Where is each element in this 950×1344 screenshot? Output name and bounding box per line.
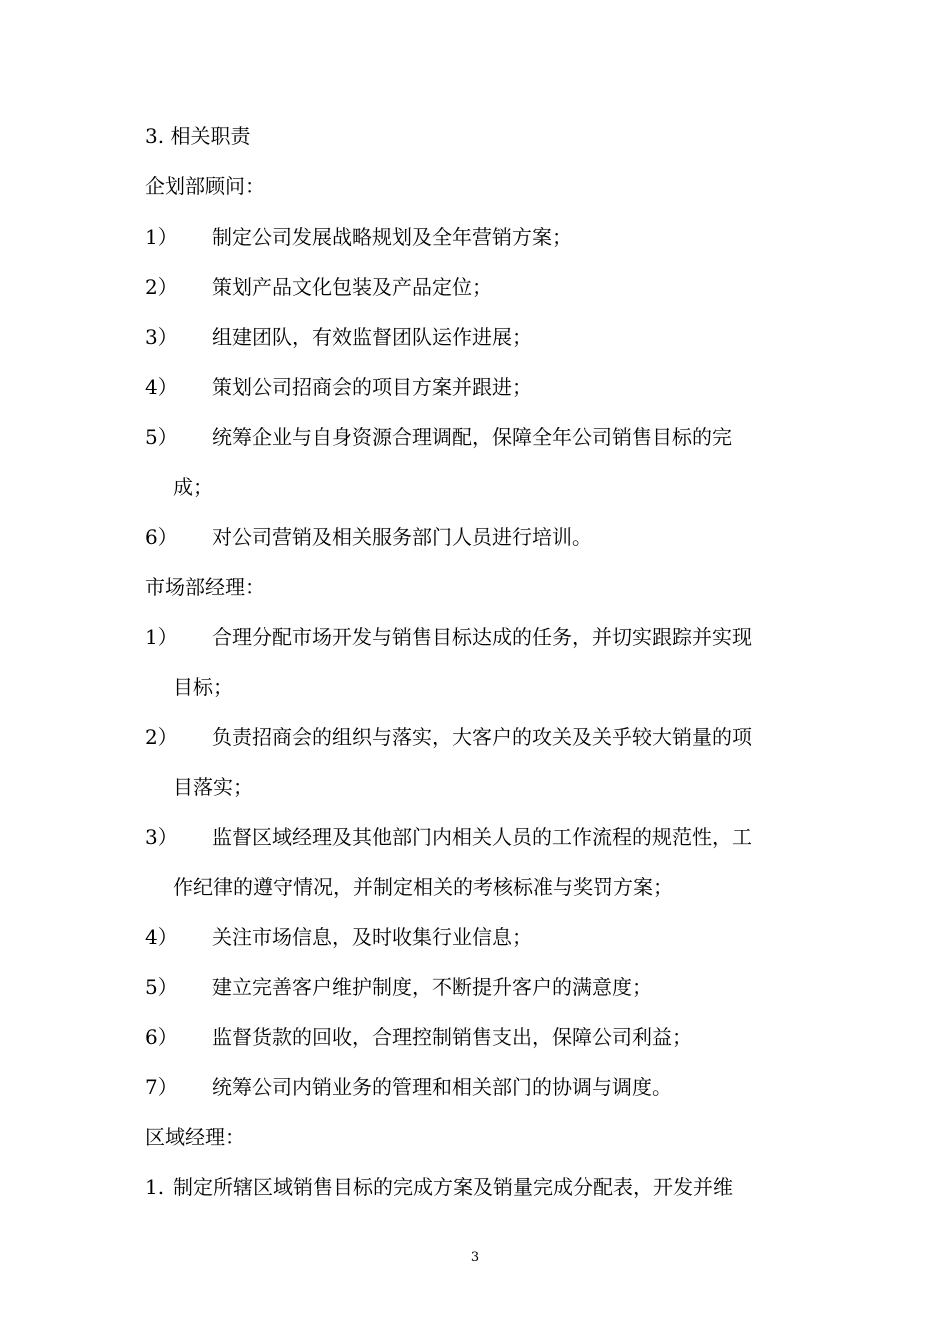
item-number: 3）: [145, 325, 178, 349]
item-text: 建立完善客户维护制度，不断提升客户的满意度；: [212, 975, 652, 999]
item-text: 组建团队，有效监督团队运作进展；: [212, 325, 532, 349]
item-text: 制定公司发展战略规划及全年营销方案；: [212, 225, 572, 249]
item-number: 5）: [145, 975, 178, 999]
item-number: 2）: [145, 725, 178, 749]
item-text: 制定所辖区域销售目标的完成方案及销量完成分配表，开发并维: [173, 1175, 733, 1199]
item-text: 策划公司招商会的项目方案并跟进；: [212, 375, 532, 399]
item-text-continued: 作纪律的遵守情况，并制定相关的考核标准与奖罚方案；: [173, 875, 673, 899]
item-text-continued: 目落实；: [173, 775, 253, 799]
item-number: 1）: [145, 625, 178, 649]
item-text: 监督区域经理及其他部门内相关人员的工作流程的规范性，工: [212, 825, 752, 849]
item-text: 合理分配市场开发与销售目标达成的任务，并切实跟踪并实现: [212, 625, 752, 649]
item-number: 4）: [145, 375, 178, 399]
section-title: 3. 相关职责: [145, 124, 251, 148]
item-number: 5）: [145, 425, 178, 449]
item-text: 对公司营销及相关服务部门人员进行培训。: [212, 525, 592, 549]
group-heading: 企划部顾问：: [145, 174, 265, 198]
item-number: 3）: [145, 825, 178, 849]
item-number: 7）: [145, 1075, 178, 1099]
item-number: 1.: [145, 1175, 165, 1199]
group-heading: 区域经理：: [145, 1125, 245, 1149]
item-text-continued: 目标；: [173, 675, 233, 699]
item-text: 统筹公司内销业务的管理和相关部门的协调与调度。: [212, 1075, 672, 1099]
item-number: 6）: [145, 525, 178, 549]
item-text: 统筹企业与自身资源合理调配，保障全年公司销售目标的完: [212, 425, 732, 449]
item-text: 策划产品文化包装及产品定位；: [212, 275, 492, 299]
item-text-continued: 成；: [173, 475, 213, 499]
item-text: 监督货款的回收，合理控制销售支出，保障公司利益；: [212, 1025, 692, 1049]
item-text: 关注市场信息，及时收集行业信息；: [212, 925, 532, 949]
item-number: 2）: [145, 275, 178, 299]
group-heading: 市场部经理：: [145, 575, 265, 599]
item-text: 负责招商会的组织与落实，大客户的攻关及关乎较大销量的项: [212, 725, 752, 749]
item-number: 4）: [145, 925, 178, 949]
page-number: 3: [470, 1250, 480, 1265]
item-number: 1）: [145, 225, 178, 249]
item-number: 6）: [145, 1025, 178, 1049]
